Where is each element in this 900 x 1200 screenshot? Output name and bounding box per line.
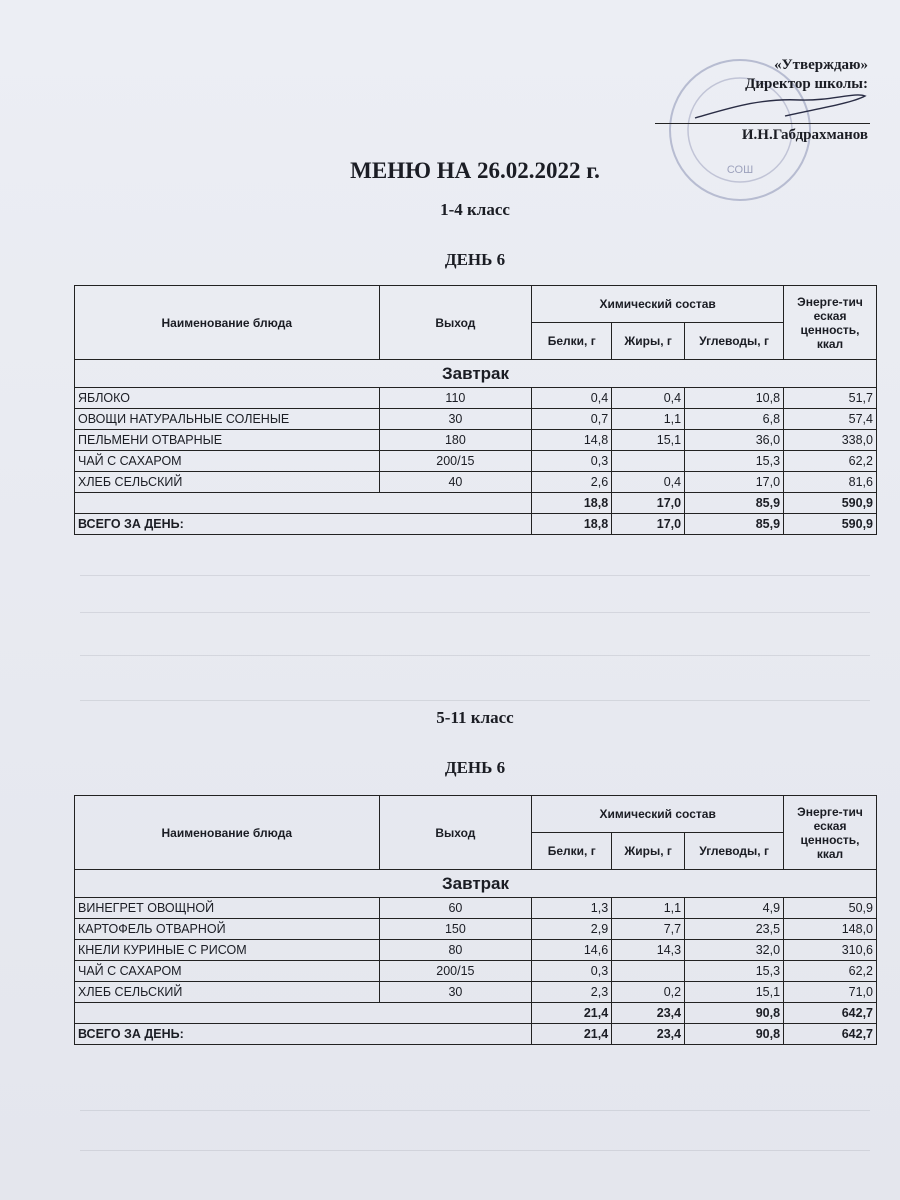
dish-name: КАРТОФЕЛЬ ОТВАРНОЙ (75, 919, 380, 940)
dish-name: ХЛЕБ СЕЛЬСКИЙ (75, 472, 380, 493)
approve-label: «Утверждаю» (774, 57, 868, 73)
col-name-header: Наименование блюда (75, 796, 380, 870)
dish-name: ВИНЕГРЕТ ОВОЩНОЙ (75, 898, 380, 919)
dish-energy: 57,4 (784, 409, 877, 430)
dish-protein: 0,4 (532, 388, 612, 409)
dish-fat: 15,1 (612, 430, 685, 451)
col-fat-header: Жиры, г (612, 323, 685, 360)
day-label: ДЕНЬ 6 (444, 758, 506, 777)
table-row (75, 409, 877, 430)
total-row (75, 1024, 877, 1045)
signature-line (655, 123, 870, 124)
bleed-through-line (80, 1150, 870, 1151)
dish-fat: 0,4 (612, 472, 685, 493)
dish-carbs: 6,8 (685, 409, 784, 430)
bleed-through-line (80, 655, 870, 656)
dish-name: ЧАЙ С САХАРОМ (75, 961, 380, 982)
subtotal-row (75, 1003, 877, 1024)
col-fat-header: Жиры, г (612, 833, 685, 870)
dish-protein: 0,3 (532, 961, 612, 982)
bleed-through-line (80, 700, 870, 701)
dish-name: ПЕЛЬМЕНИ ОТВАРНЫЕ (75, 430, 380, 451)
dish-output: 30 (379, 409, 532, 430)
total-label: ВСЕГО ЗА ДЕНЬ: (75, 514, 532, 535)
col-protein-header: Белки, г (532, 833, 612, 870)
menu-table (74, 285, 877, 535)
dish-output: 30 (379, 982, 532, 1003)
bleed-through-line (80, 1110, 870, 1111)
dish-output: 150 (379, 919, 532, 940)
dish-fat: 1,1 (612, 898, 685, 919)
dish-fat (612, 961, 685, 982)
dish-fat: 14,3 (612, 940, 685, 961)
dish-fat: 7,7 (612, 919, 685, 940)
grade-label: 1-4 класс (440, 200, 510, 219)
dish-protein: 1,3 (532, 898, 612, 919)
dish-carbs: 23,5 (685, 919, 784, 940)
dish-name: ЧАЙ С САХАРОМ (75, 451, 380, 472)
table-row (75, 388, 877, 409)
table-row (75, 451, 877, 472)
meal-label: Завтрак (75, 870, 877, 898)
dish-energy: 50,9 (784, 898, 877, 919)
total-protein: 18,8 (532, 514, 612, 535)
col-output-header: Выход (379, 286, 532, 360)
dish-name: ЯБЛОКО (75, 388, 380, 409)
director-position: Директор школы: (745, 76, 868, 92)
dish-output: 60 (379, 898, 532, 919)
subtotal-protein: 21,4 (532, 1003, 612, 1024)
dish-carbs: 4,9 (685, 898, 784, 919)
table-row (75, 961, 877, 982)
dish-carbs: 36,0 (685, 430, 784, 451)
dish-energy: 148,0 (784, 919, 877, 940)
dish-energy: 62,2 (784, 961, 877, 982)
total-protein: 21,4 (532, 1024, 612, 1045)
col-protein-header: Белки, г (532, 323, 612, 360)
dish-output: 200/15 (379, 451, 532, 472)
col-chem-header: Химический состав (532, 286, 784, 323)
subtotal-energy: 642,7 (784, 1003, 877, 1024)
subtotal-carbs: 90,8 (685, 1003, 784, 1024)
total-carbs: 85,9 (685, 514, 784, 535)
col-energy-header: Энерге-тич еская ценность, ккал (784, 286, 877, 360)
dish-name: ОВОЩИ НАТУРАЛЬНЫЕ СОЛЕНЫЕ (75, 409, 380, 430)
dish-carbs: 15,3 (685, 451, 784, 472)
subtotal-blank (75, 493, 532, 514)
table-row (75, 472, 877, 493)
dish-energy: 338,0 (784, 430, 877, 451)
dish-protein: 0,7 (532, 409, 612, 430)
bleed-through-line (80, 575, 870, 576)
menu-title: МЕНЮ НА 26.02.2022 г. (350, 158, 600, 183)
col-carbs-header: Углеводы, г (685, 833, 784, 870)
dish-carbs: 10,8 (685, 388, 784, 409)
dish-output: 80 (379, 940, 532, 961)
dish-name: ХЛЕБ СЕЛЬСКИЙ (75, 982, 380, 1003)
total-row (75, 514, 877, 535)
dish-fat: 0,4 (612, 388, 685, 409)
subtotal-carbs: 85,9 (685, 493, 784, 514)
stamp-text: СОШ (726, 164, 754, 176)
subtotal-energy: 590,9 (784, 493, 877, 514)
dish-output: 110 (379, 388, 532, 409)
table-row (75, 430, 877, 451)
dish-output: 200/15 (379, 961, 532, 982)
dish-name: КНЕЛИ КУРИНЫЕ С РИСОМ (75, 940, 380, 961)
table-row (75, 982, 877, 1003)
grade-label: 5-11 класс (436, 708, 514, 727)
dish-energy: 81,6 (784, 472, 877, 493)
dish-energy: 51,7 (784, 388, 877, 409)
subtotal-blank (75, 1003, 532, 1024)
dish-energy: 62,2 (784, 451, 877, 472)
dish-protein: 14,6 (532, 940, 612, 961)
dish-energy: 71,0 (784, 982, 877, 1003)
col-name-header: Наименование блюда (75, 286, 380, 360)
total-carbs: 90,8 (685, 1024, 784, 1045)
dish-carbs: 17,0 (685, 472, 784, 493)
meal-label: Завтрак (75, 360, 877, 388)
day-label: ДЕНЬ 6 (444, 250, 506, 269)
table-row (75, 940, 877, 961)
col-energy-header: Энерге-тич еская ценность, ккал (784, 796, 877, 870)
table-row (75, 898, 877, 919)
subtotal-protein: 18,8 (532, 493, 612, 514)
dish-carbs: 32,0 (685, 940, 784, 961)
dish-fat: 0,2 (612, 982, 685, 1003)
dish-protein: 2,6 (532, 472, 612, 493)
subtotal-fat: 23,4 (612, 1003, 685, 1024)
col-carbs-header: Углеводы, г (685, 323, 784, 360)
dish-fat: 1,1 (612, 409, 685, 430)
bleed-through-line (80, 612, 870, 613)
col-output-header: Выход (379, 796, 532, 870)
total-fat: 17,0 (612, 514, 685, 535)
director-name: И.Н.Габдрахманов (741, 127, 868, 143)
dish-fat (612, 451, 685, 472)
total-energy: 642,7 (784, 1024, 877, 1045)
dish-energy: 310,6 (784, 940, 877, 961)
dish-output: 180 (379, 430, 532, 451)
dish-protein: 2,3 (532, 982, 612, 1003)
dish-protein: 2,9 (532, 919, 612, 940)
dish-carbs: 15,1 (685, 982, 784, 1003)
dish-protein: 14,8 (532, 430, 612, 451)
dish-output: 40 (379, 472, 532, 493)
col-chem-header: Химический состав (532, 796, 784, 833)
menu-table (74, 795, 877, 1045)
total-label: ВСЕГО ЗА ДЕНЬ: (75, 1024, 532, 1045)
dish-protein: 0,3 (532, 451, 612, 472)
approval-block (745, 56, 868, 94)
table-row (75, 919, 877, 940)
subtotal-fat: 17,0 (612, 493, 685, 514)
subtotal-row (75, 493, 877, 514)
total-energy: 590,9 (784, 514, 877, 535)
dish-carbs: 15,3 (685, 961, 784, 982)
total-fat: 23,4 (612, 1024, 685, 1045)
